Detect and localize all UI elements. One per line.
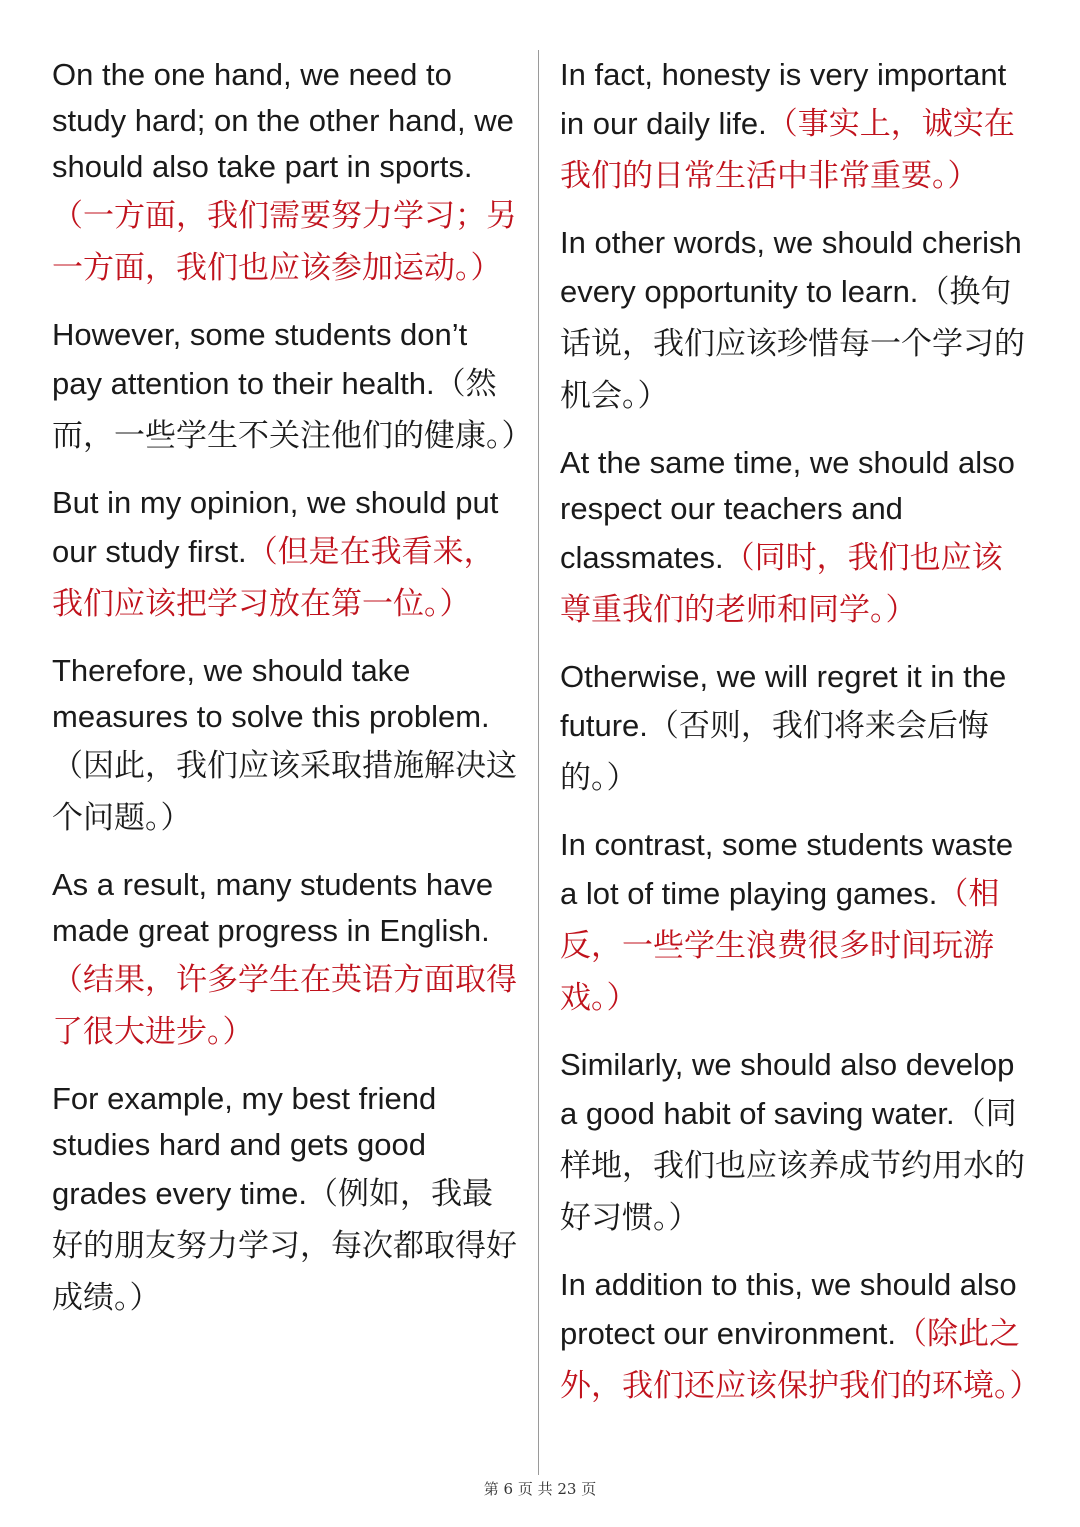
chinese-translation: （同样地，我们也应该养成节约用水的好习惯。） — [560, 1096, 1025, 1236]
phrase-entry — [560, 440, 1028, 636]
phrase-entry — [560, 1042, 1028, 1244]
english-sentence: However, some students don’t pay attention to their health. — [52, 317, 468, 401]
english-sentence: Similarly, we should also develop a good habit of saving water. — [560, 1047, 1015, 1131]
chinese-translation: （但是在我看来，我们应该把学习放在第一位。） — [52, 534, 495, 622]
english-sentence: In contrast, some students waste a lot of time playing games. — [560, 827, 1014, 911]
english-sentence: But in my opinion, we should put our study first. — [52, 485, 499, 569]
phrase-entry — [52, 648, 520, 844]
chinese-translation: （同时，我们也应该尊重我们的老师和同学。） — [560, 540, 1003, 628]
phrase-entry — [560, 52, 1028, 202]
chinese-translation: （然而，一些学生不关注他们的健康。） — [52, 366, 533, 454]
phrase-entry — [560, 1262, 1041, 1412]
english-sentence: Otherwise, we will regret it in the future. — [560, 659, 1007, 743]
right-column — [560, 52, 1041, 1430]
chinese-translation: （事实上，诚实在我们的日常生活中非常重要。） — [560, 106, 1015, 194]
column-divider — [538, 50, 539, 1475]
english-sentence: Therefore, we should take measures to solve this problem. — [52, 653, 490, 734]
english-sentence: In addition to this, we should also protect our environment. — [560, 1267, 1017, 1351]
phrase-entry — [560, 822, 1028, 1024]
english-sentence: At the same time, we should also respect our teachers and classmates. — [560, 445, 1015, 575]
chinese-translation: （换句话说，我们应该珍惜每一个学习的机会。） — [560, 274, 1025, 414]
page-number-footer: 第 6 页 共 23 页 — [483, 1480, 597, 1498]
chinese-translation: （例如，我最好的朋友努力学习，每次都取得好成绩。） — [52, 1176, 517, 1316]
chinese-translation: （除此之外，我们还应该保护我们的环境。） — [560, 1316, 1041, 1404]
english-sentence: In fact, honesty is very important in our daily life. — [560, 57, 1007, 141]
chinese-translation: （结果，许多学生在英语方面取得了很大进步。） — [52, 962, 517, 1050]
phrase-entry — [52, 862, 520, 1058]
chinese-translation: （否则，我们将来会后悔的。） — [560, 708, 989, 796]
phrase-entry — [560, 654, 1028, 804]
chinese-translation: （相反，一些学生浪费很多时间玩游戏。） — [560, 876, 1000, 1016]
english-sentence: For example, my best friend studies hard and gets good grades every time. — [52, 1081, 437, 1211]
phrase-entry — [52, 52, 520, 294]
english-sentence: On the one hand, we need to study hard; on the other hand, we should also take part in sports. — [52, 57, 514, 184]
left-column — [52, 52, 533, 1342]
phrase-entry — [52, 1076, 520, 1324]
english-sentence: As a result, many students have made great progress in English. — [52, 867, 494, 948]
phrase-entry — [52, 312, 533, 462]
phrase-entry — [560, 220, 1028, 422]
english-sentence: In other words, we should cherish every opportunity to learn. — [560, 225, 1022, 309]
chinese-translation: （因此，我们应该采取措施解决这个问题。） — [52, 748, 517, 836]
phrase-entry — [52, 480, 520, 630]
chinese-translation: （一方面，我们需要努力学习；另一方面，我们也应该参加运动。） — [52, 198, 517, 286]
